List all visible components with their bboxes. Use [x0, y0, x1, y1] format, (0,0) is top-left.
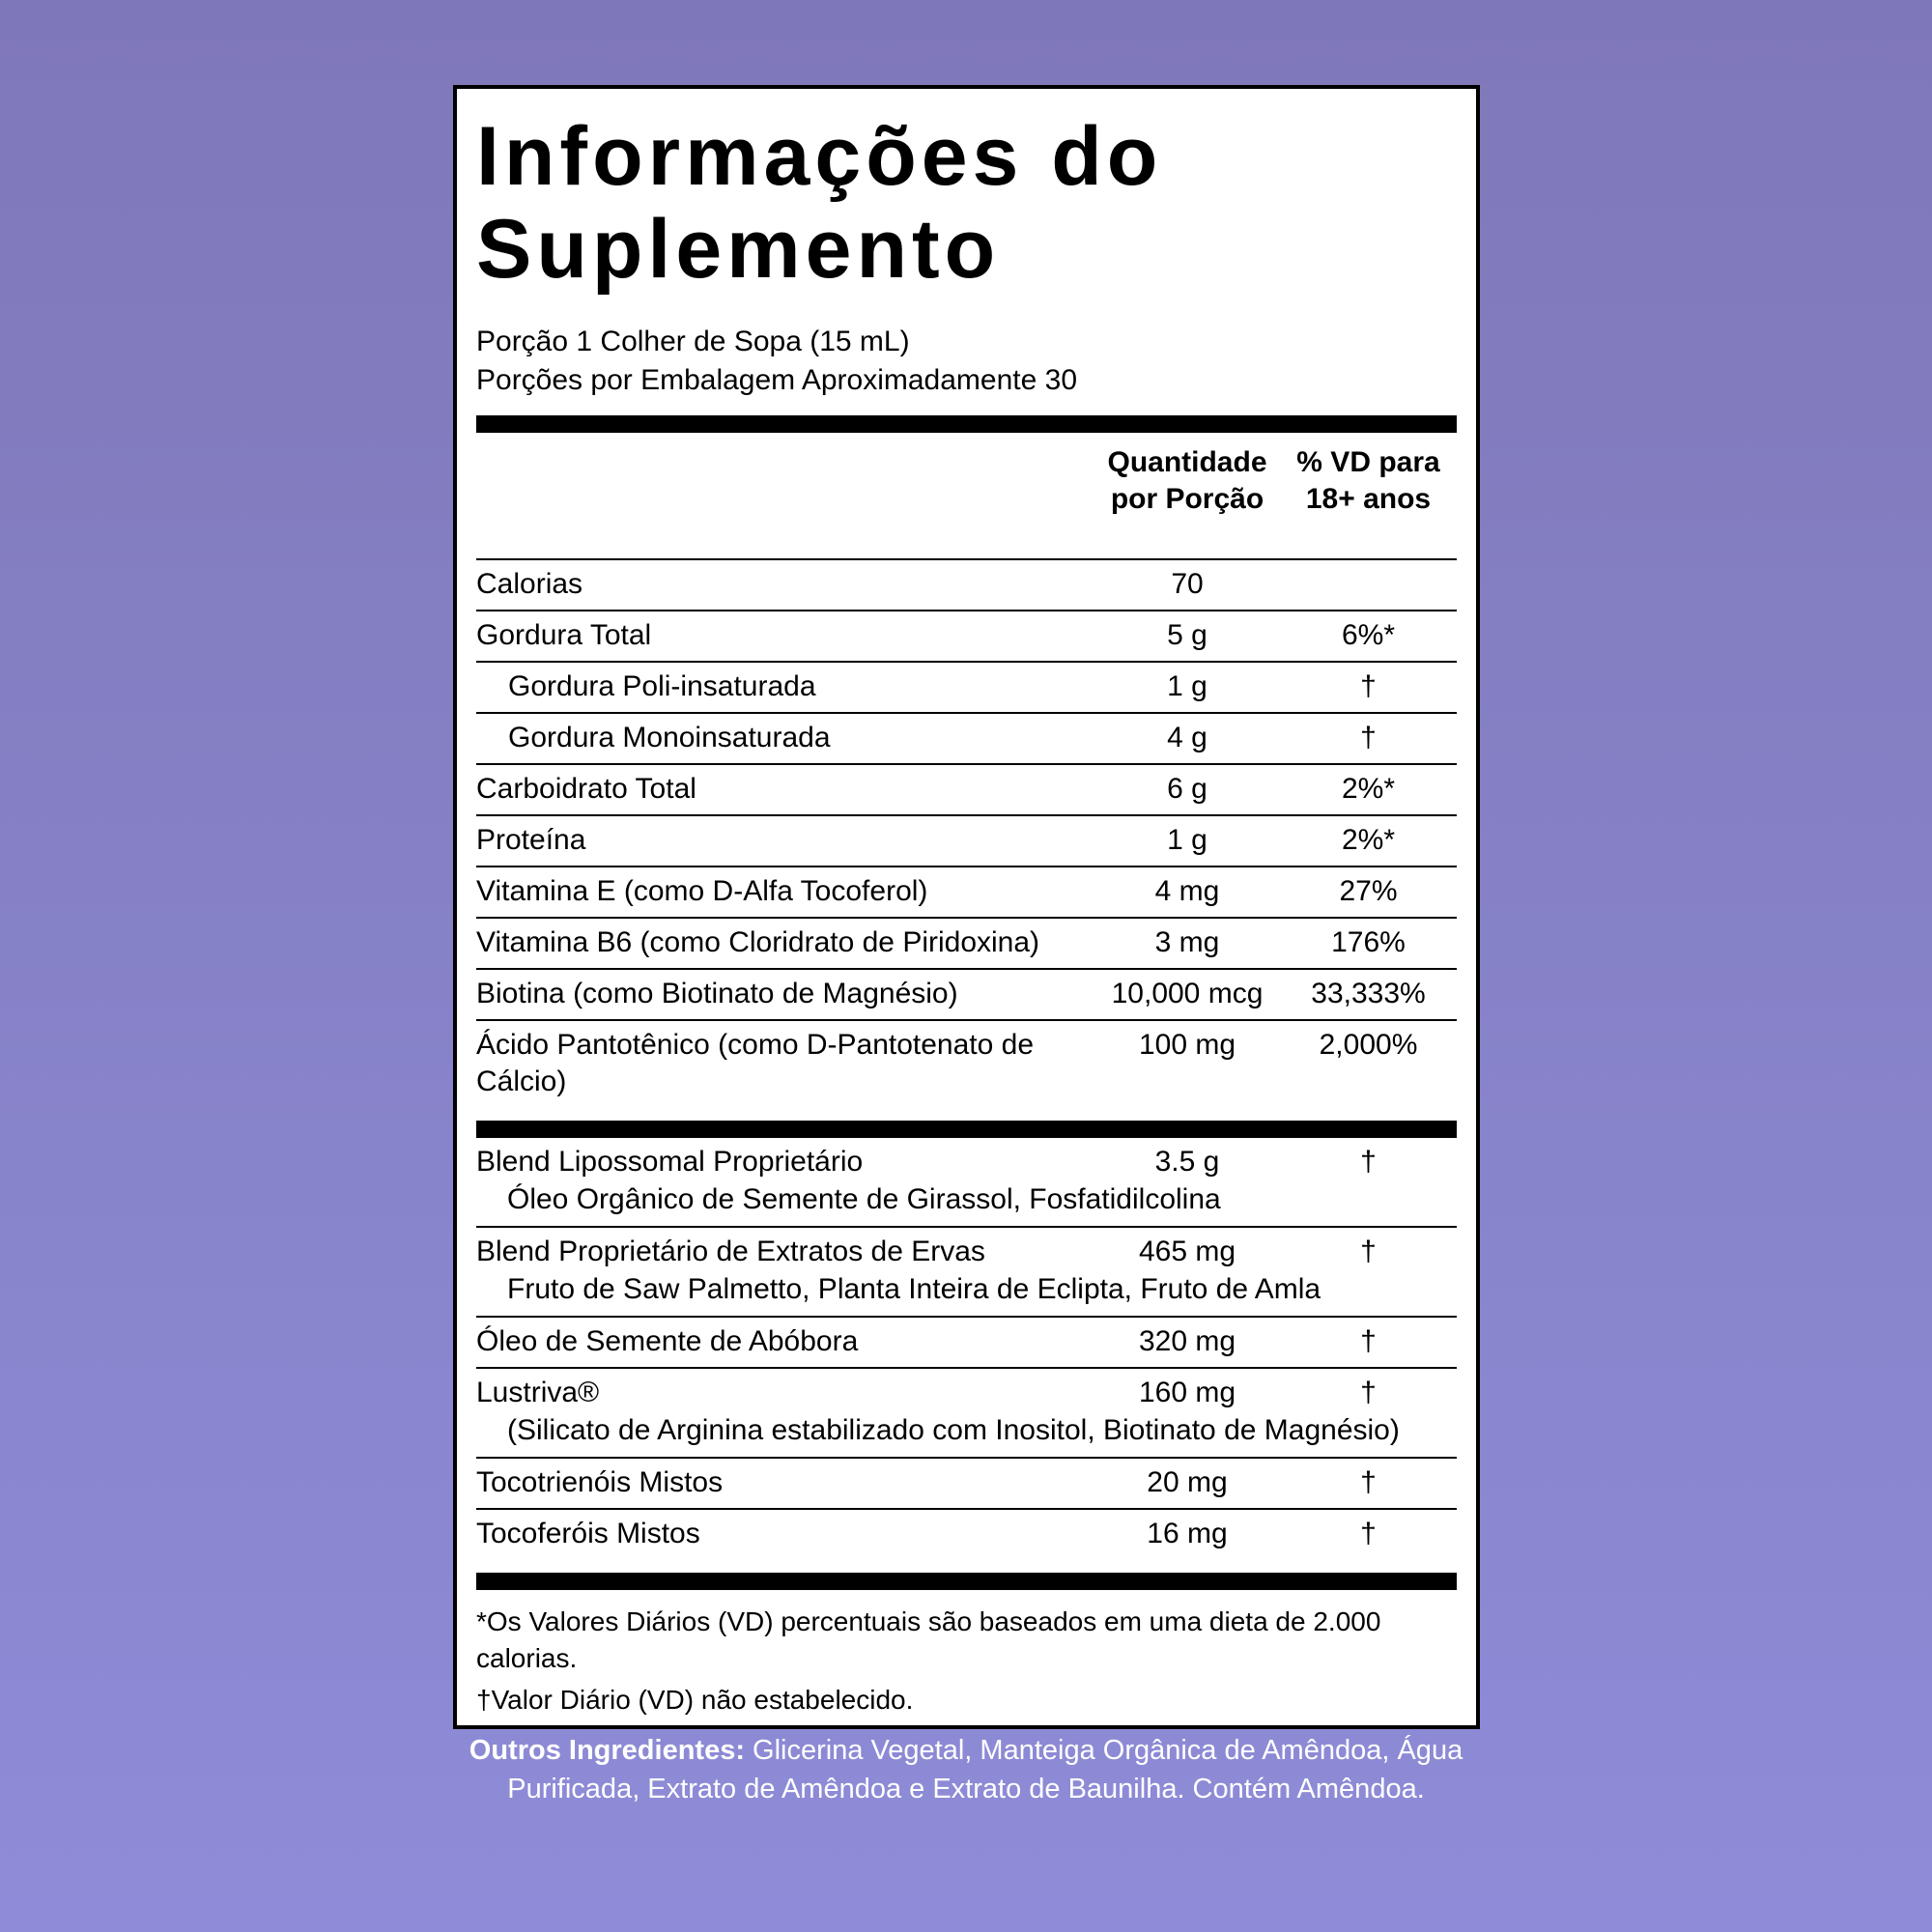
nutrient-dv: 2%*: [1280, 815, 1457, 867]
serving-size: Porção 1 Colher de Sopa (15 mL): [476, 326, 910, 357]
blend-row: [476, 1138, 1457, 1180]
blend-detail: (Silicato de Arginina estabilizado com Inositol, Biotinato de Magnésio): [476, 1411, 1457, 1458]
nutrient-name: Gordura Total: [476, 611, 1094, 662]
nutrient-name: Gordura Monoinsaturada: [476, 713, 1094, 764]
blend-dv: †: [1280, 1458, 1457, 1509]
blend-row: [476, 1368, 1457, 1411]
nutrient-dv: 2,000%: [1319, 1029, 1418, 1061]
header-amount: Quantidade por Porção: [1094, 433, 1280, 559]
other-ingredients: [464, 1731, 1468, 1808]
serving-info: [476, 323, 1457, 400]
nutrient-dv: †: [1280, 662, 1457, 713]
servings-per-container: Porções por Embalagem Aproximadamente 30: [476, 364, 1078, 396]
thick-divider: [476, 1573, 1457, 1590]
blend-name: Blend Proprietário de Extratos de Ervas: [476, 1236, 985, 1267]
blend-amount: 16 mg: [1147, 1518, 1228, 1549]
blend-table: [476, 1138, 1457, 1559]
nutrient-amount: 100 mg: [1138, 1029, 1236, 1061]
nutrient-amount: 70: [1094, 559, 1280, 611]
nutrient-amount: 3 mg: [1094, 918, 1280, 969]
blend-amount: 3.5 g: [1154, 1146, 1220, 1178]
nutrient-row: [476, 815, 1457, 867]
other-ingredients-text: Glicerina Vegetal, Manteiga Orgânica de Amêndoa, Água Purificada, Extrato de Amêndoa e Extrato de Baunilha. Contém Amêndoa.: [507, 1735, 1463, 1804]
nutrient-name: Gordura Poli-insaturada: [476, 662, 1094, 713]
blend-dv: †: [1360, 1518, 1377, 1549]
nutrient-dv: 6%*: [1280, 611, 1457, 662]
nutrient-dv: †: [1280, 713, 1457, 764]
nutrient-amount: 1 g: [1094, 815, 1280, 867]
table-header-row: [476, 433, 1457, 559]
blend-detail-row: [476, 1270, 1457, 1317]
nutrient-dv: 33,333%: [1280, 969, 1457, 1020]
blend-row: [476, 1458, 1457, 1509]
blend-row: [476, 1509, 1457, 1559]
thick-divider: [476, 1121, 1457, 1138]
blend-amount: 20 mg: [1094, 1458, 1280, 1509]
blend-dv: †: [1360, 1146, 1377, 1178]
header-dv: % VD para 18+ anos: [1280, 433, 1457, 559]
nutrient-amount: 1 g: [1094, 662, 1280, 713]
nutrient-dv: 176%: [1280, 918, 1457, 969]
nutrient-row: [476, 764, 1457, 815]
nutrient-amount: 4 mg: [1094, 867, 1280, 918]
nutrient-table: [476, 433, 1457, 1107]
nutrient-name: Calorias: [476, 559, 1094, 611]
blend-name: Lustriva®: [476, 1377, 600, 1408]
nutrient-name: Vitamina E (como D-Alfa Tocoferol): [476, 867, 1094, 918]
header-nutrient: [476, 433, 1094, 559]
blend-detail: Fruto de Saw Palmetto, Planta Inteira de Eclipta, Fruto de Amla: [476, 1270, 1457, 1317]
nutrient-amount: 4 g: [1094, 713, 1280, 764]
nutrient-name: Proteína: [476, 815, 1094, 867]
nutrient-dv: 2%*: [1280, 764, 1457, 815]
nutrient-dv: [1280, 559, 1457, 611]
blend-amount: 160 mg: [1138, 1377, 1236, 1408]
other-ingredients-label: Outros Ingredientes:: [469, 1735, 745, 1766]
blend-amount: 320 mg: [1094, 1317, 1280, 1368]
blend-name: Óleo de Semente de Abóbora: [476, 1317, 1094, 1368]
blend-dv: †: [1360, 1236, 1377, 1267]
blend-dv: †: [1280, 1317, 1457, 1368]
blend-detail-row: [476, 1411, 1457, 1458]
blend-detail: Óleo Orgânico de Semente de Girassol, Fosfatidilcolina: [476, 1180, 1457, 1227]
nutrient-amount: 5 g: [1094, 611, 1280, 662]
blend-name: Blend Lipossomal Proprietário: [476, 1146, 864, 1178]
blend-row: [476, 1317, 1457, 1368]
nutrient-dv: 27%: [1280, 867, 1457, 918]
nutrient-row: [476, 918, 1457, 969]
nutrient-amount: 6 g: [1094, 764, 1280, 815]
supplement-facts-panel: [453, 85, 1480, 1729]
blend-row: [476, 1227, 1457, 1270]
nutrient-row: [476, 662, 1457, 713]
nutrient-name: Carboidrato Total: [476, 764, 1094, 815]
nutrient-name: Vitamina B6 (como Cloridrato de Piridoxina): [476, 918, 1094, 969]
dv-footnote: *Os Valores Diários (VD) percentuais são baseados em uma dieta de 2.000 calorias.: [476, 1606, 1381, 1673]
blend-name: Tocoferóis Mistos: [476, 1518, 700, 1549]
dagger-footnote: †Valor Diário (VD) não estabelecido.: [476, 1685, 914, 1715]
blend-name: Tocotrienóis Mistos: [476, 1458, 1094, 1509]
nutrient-name: Ácido Pantotênico (como D-Pantotenato de Cálcio): [476, 1029, 1035, 1097]
blend-detail-row: [476, 1180, 1457, 1227]
blend-dv: †: [1360, 1377, 1377, 1408]
nutrient-amount: 10,000 mcg: [1094, 969, 1280, 1020]
nutrient-row: [476, 1020, 1457, 1107]
thick-divider: [476, 415, 1457, 433]
nutrient-name: Biotina (como Biotinato de Magnésio): [476, 969, 1094, 1020]
nutrient-row: [476, 713, 1457, 764]
blend-amount: 465 mg: [1138, 1236, 1236, 1267]
nutrient-row: [476, 559, 1457, 611]
nutrient-row: [476, 611, 1457, 662]
nutrient-row: [476, 867, 1457, 918]
nutrient-row: [476, 969, 1457, 1020]
panel-title: Informações do Suplemento: [476, 110, 1163, 296]
footnotes: [476, 1604, 1457, 1719]
